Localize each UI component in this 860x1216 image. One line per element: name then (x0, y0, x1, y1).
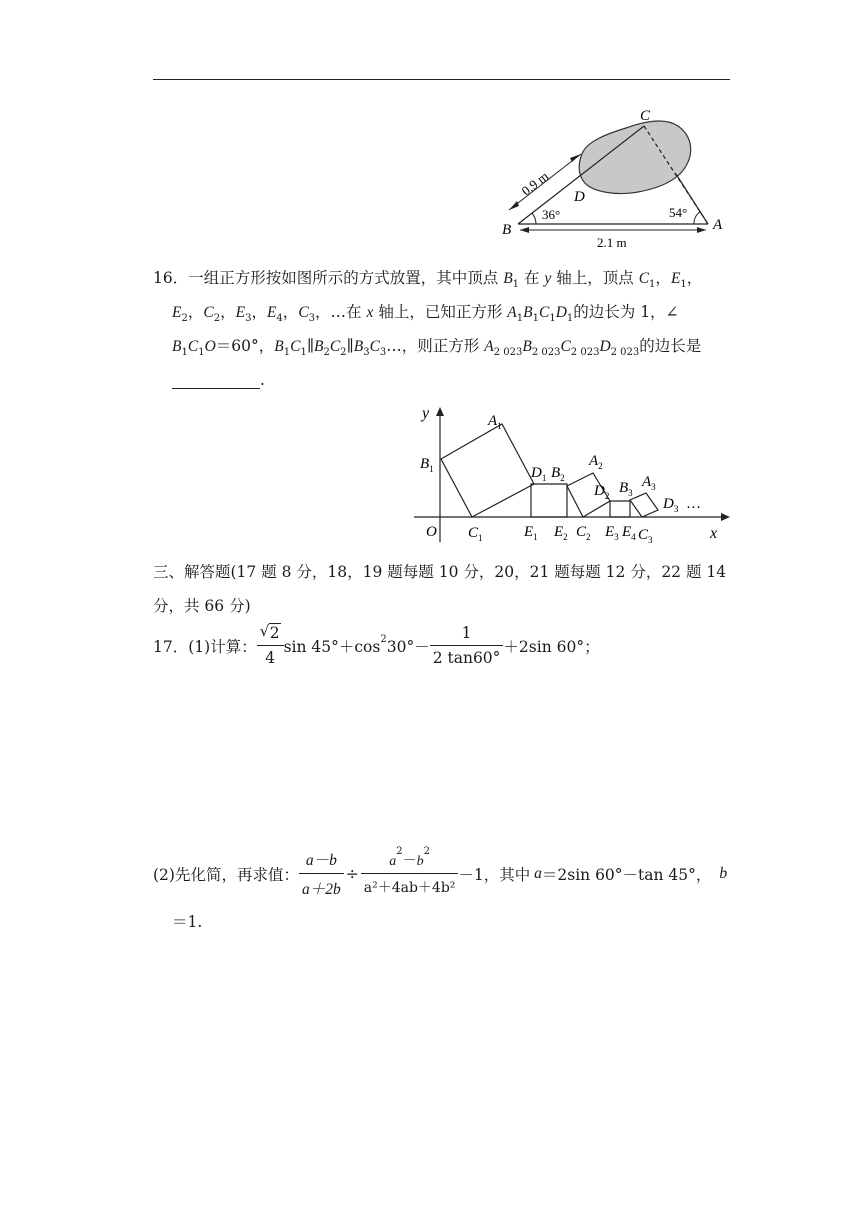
header-rule (153, 79, 730, 80)
q16-line1: 16．一组正方形按如图所示的方式放置，其中顶点 $B_1$ 在 y 轴上，顶点 $C_1$，$E_1$， (153, 269, 703, 291)
q16-line2: $E_2$，$C_2$，$E_3$，$E_4$，$C_3$，…在 x 轴上，已知正方形 $A_1B_1C_1D_1$的边长为 1，∠ (172, 303, 679, 325)
y-axis-arrow (436, 407, 444, 416)
q17-part2-label: (2)先化简，再求值： (153, 865, 299, 884)
fraction-a2-minus-b2: $\frac{a^2-b^2}{\text{a²＋4ab＋4b²}}$ (361, 850, 459, 897)
label-d2: $D_2$ (594, 483, 610, 501)
label-b: B (502, 222, 512, 238)
origin-label: O (426, 524, 437, 540)
figure-squares (408, 402, 738, 548)
q16-line3: $B_1C_1O=60^\circ$，$B_1C_1\parallel B_2C_2\parallel B_3C_3\dots$，则正方形 $A_{2 023}B_{2 023}C_{2 023}D_{2 023}$的边长是 (172, 337, 702, 359)
label-a1: $A_1$ (488, 413, 502, 431)
fraction-a-minus-b: $\frac{a-b}{a+2b}$ (299, 848, 344, 899)
point-labels (420, 413, 679, 545)
fraction-sqrt2-over-4: √ 2 4 (257, 624, 284, 667)
label-c1: $C_1$ (468, 525, 483, 543)
section3-line1: 三、解答题(17 题 8 分，18，19 题每题 10 分，20，21 题每题 12 分，22 题 14 (153, 563, 727, 581)
label-a: A (713, 217, 723, 233)
ellipsis-label: … (686, 496, 701, 512)
label-d3: $D_3$ (663, 496, 679, 514)
q17-part1-label: (1)计算： (188, 637, 257, 656)
arrow-ba-start (520, 227, 529, 233)
angle-arc-a (694, 212, 700, 224)
q17-part2: (2)先化简，再求值： $\frac{a-b}{a+2b}$ ÷ $\frac{a^2-b^2}{\text{a²＋4ab＋4b²}}$ －1，其中 a ＝2sin 60°－tan 45°， b (153, 846, 728, 898)
label-b3: $B_3$ (619, 480, 633, 498)
axis-x-label: x (710, 525, 718, 542)
arrow-bd-start (509, 201, 519, 210)
label-angle-a: 54° (669, 205, 688, 220)
label-angle-b: 36° (542, 207, 561, 222)
label-b1: $B_1$ (420, 456, 434, 474)
arrow-ba-end (697, 227, 706, 233)
label-dim-ba: 2.1 m (597, 235, 627, 250)
label-e1: $E_1$ (524, 524, 538, 542)
q16-number: 16． (153, 269, 189, 287)
label-e2: $E_2$ (554, 524, 568, 542)
section3-line2: 分，共 66 分) (153, 597, 251, 615)
label-a3: $A_3$ (642, 474, 656, 492)
label-c2: $C_2$ (576, 524, 591, 542)
square-1 (441, 424, 534, 517)
angle-arc-b (532, 213, 536, 224)
fraction-1-over-2tan60: $\frac{1}{2 \tan 60^\circ}$ (430, 624, 504, 667)
square-2 (531, 484, 567, 517)
axis-y-label: y (422, 405, 430, 422)
answer-blank[interactable] (172, 374, 260, 389)
label-e3: $E_3$ (605, 524, 619, 542)
label-b2: $B_2$ (551, 465, 565, 483)
label-d1: $D_1$ (531, 465, 547, 483)
label-c3: $C_3$ (638, 527, 653, 545)
pond-shape (579, 121, 690, 194)
x-axis-arrow (721, 513, 730, 521)
label-a2: $A_2$ (589, 453, 603, 471)
square-3-rot (630, 493, 658, 517)
figure-pond (498, 102, 734, 250)
square-3 (610, 501, 630, 517)
q17-part2-cont: ＝1. (172, 913, 203, 931)
label-dim-bd: 0.9 m (518, 168, 552, 199)
q17-number: 17． (153, 637, 189, 656)
q16-line4: . (172, 373, 265, 389)
label-d: D (574, 189, 585, 205)
label-e4: $E_4$ (622, 524, 636, 542)
q17-part1: 17． (1)计算： √ 2 4 sin 45°＋cos $^2$ 30°－ $\frac{1}{2 \tan 60^\circ}$ ＋2sin 60°； (153, 622, 600, 667)
label-c: C (640, 108, 651, 124)
